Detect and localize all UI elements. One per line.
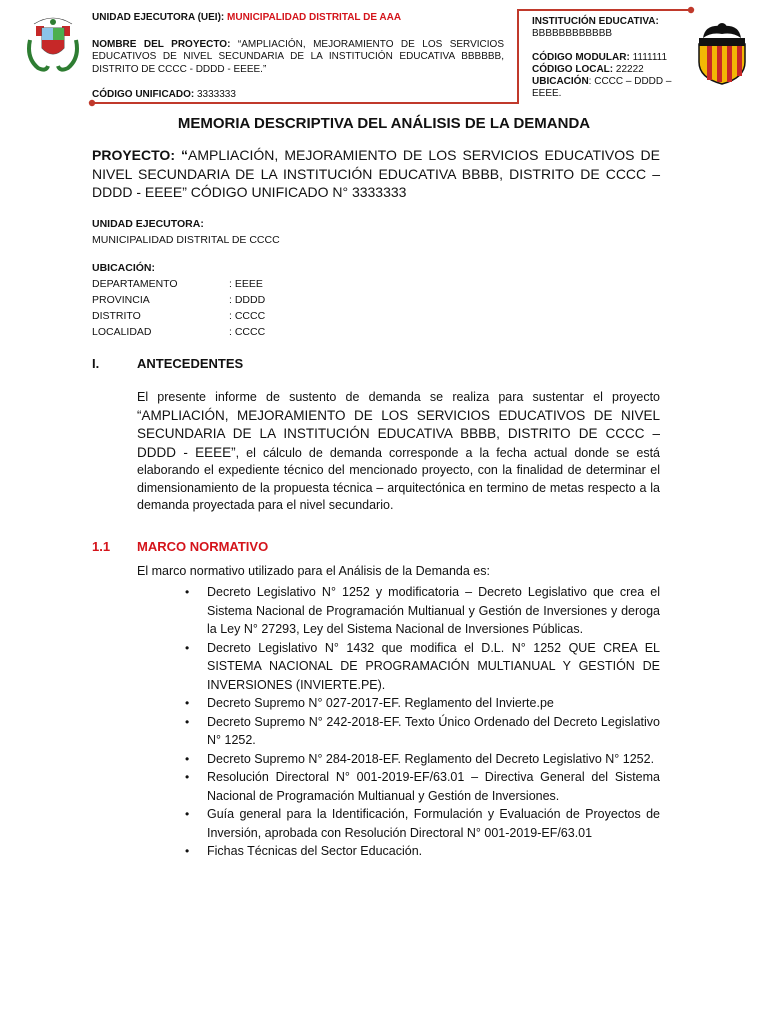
location-val: : EEEE (229, 278, 263, 290)
location-block-label: UBICACIÓN: (92, 262, 155, 274)
list-item: • Resolución Directoral N° 001-2019-EF/63.01 – Directiva General del Sistema Nacional de Programación Multianual y Gestión de Inversiones. (185, 768, 660, 805)
location-row (92, 308, 265, 324)
section-1-1-title: MARCO NORMATIVO (137, 539, 269, 554)
institution-value: BBBBBBBBBBBB (532, 28, 613, 39)
antecedentes-start: El presente informe de sustento de demanda se realiza para sustentar el proyecto (137, 390, 660, 404)
location-row (92, 276, 265, 292)
location-line (532, 76, 702, 100)
project-text: AMPLIACIÓN, MEJORAMIENTO DE LOS SERVICIOS EDUCATIVOS DE NIVEL SECUNDARIA DE LA INSTITUCIÓN EDUCATIVA BBBB, DISTRITO DE CCCC – DDDD - EEEE” CÓDIGO UNIFICADO N° 3333333 (92, 147, 660, 200)
local-code-label: CÓDIGO LOCAL: (532, 64, 614, 75)
location-val: : CCCC (229, 310, 266, 322)
list-item: • Decreto Supremo N° 027-2017-EF. Reglamento del Invierte.pe (185, 694, 660, 713)
modular-code-line (532, 52, 702, 64)
location-val: : DDDD (229, 294, 266, 306)
location-value: : CCCC – DDDD – EEEE. (532, 76, 672, 99)
list-item: • Decreto Supremo N° 284-2018-EF. Reglamento del Decreto Legislativo N° 1252. (185, 750, 660, 769)
header-ue-value: MUNICIPALIDAD DISTRITAL DE AAA (227, 12, 402, 23)
location-key: DEPARTAMENTO (92, 278, 178, 290)
list-item: • Decreto Legislativo N° 1252 y modificatoria – Decreto Legislativo que crea el Sistema Nacional de Programación Multianual y Gestión de Inversiones y deroga la Ley N° 27293, Ley del Sistema Nacional de Inversiones Públicas. (185, 583, 660, 639)
document-title: MEMORIA DESCRIPTIVA DEL ANÁLISIS DE LA DEMANDA (177, 115, 591, 132)
list-item: • Decreto Legislativo N° 1432 que modifica el D.L. N° 1252 QUE CREA EL SISTEMA NACIONAL DE PROGRAMACIÓN MULTIANUAL Y GESTIÓN DE INVERSIONES (INVIERTE.PE). (185, 639, 660, 695)
list-item: • Decreto Supremo N° 242-2018-EF. Texto Único Ordenado del Decreto Legislativo N° 1252. (185, 713, 660, 750)
executing-unit-value: MUNICIPALIDAD DISTRITAL DE CCCC (92, 234, 280, 246)
location-row (92, 324, 265, 340)
local-code-line (532, 64, 702, 76)
header-ue-label: UNIDAD EJECUTORA (UEI): (92, 12, 225, 23)
valencia-cf-crest-icon (695, 20, 749, 86)
project-label: PROYECTO: “ (92, 147, 189, 163)
antecedentes-paragraph (137, 389, 660, 515)
location-row (92, 292, 265, 308)
location-key: LOCALIDAD (92, 326, 152, 338)
header-institution (532, 16, 702, 100)
institution-label: INSTITUCIÓN EDUCATIVA: (532, 16, 659, 27)
section-1-number: I. (92, 356, 100, 371)
modular-code-label: CÓDIGO MODULAR: (532, 52, 630, 63)
location-key: DISTRITO (92, 310, 141, 322)
marco-list (185, 583, 660, 861)
location-block (92, 260, 265, 340)
header-code-label: CÓDIGO UNIFICADO: (92, 89, 195, 100)
antecedentes-project: “AMPLIACIÓN, MEJORAMIENTO DE LOS SERVICIOS EDUCATIVOS DE NIVEL SECUNDARIA DE LA INSTITUCIÓN EDUCATIVA BBBB, DISTRITO DE CCCC – DDDD - EEEE” (137, 407, 660, 460)
section-1-title: ANTECEDENTES (137, 356, 244, 371)
antecedentes-end: , el cálculo de demanda corresponde a la fecha actual donde se está elaborando el expediente técnico del mencionado proyecto, con la finalidad de determinar el dimensionamiento de la propuesta técnica – arquitectónica en termino de metas respecto a la demanda proyectada para el nivel secundario. (137, 445, 660, 512)
header-project-label: NOMBRE DEL PROYECTO: (92, 38, 231, 50)
executing-unit (92, 216, 280, 248)
header-project-value: “AMPLIACIÓN, MEJORAMIENTO DE LOS SERVICIOS EDUCATIVOS DE NIVEL SECUNDARIA DE LA INSTITUCIÓN EDUCATIVA BBBBBB, DISTRITO DE CCCC - DDDD - EEEE.” (92, 38, 504, 75)
location-val: : CCCC (229, 326, 266, 338)
header-code-value: 3333333 (197, 89, 236, 100)
list-item: • Guía general para la Identificación, Formulación y Evaluación de Proyectos de Inversión, aprobada con Resolución Directoral N° 001-2019-EF/63.01 (185, 805, 660, 842)
local-code-value: 22222 (615, 64, 644, 75)
modular-code-value: 1111111 (632, 52, 668, 63)
project-paragraph (92, 146, 660, 202)
section-1-1-number: 1.1 (92, 539, 111, 554)
marco-intro: El marco normativo utilizado para el Análisis de la Demanda es: (137, 564, 490, 578)
executing-unit-label: UNIDAD EJECUTORA: (92, 218, 204, 230)
list-item: • Fichas Técnicas del Sector Educación. (185, 842, 660, 861)
location-key: PROVINCIA (92, 294, 150, 306)
location-label: UBICACIÓN (532, 76, 589, 87)
